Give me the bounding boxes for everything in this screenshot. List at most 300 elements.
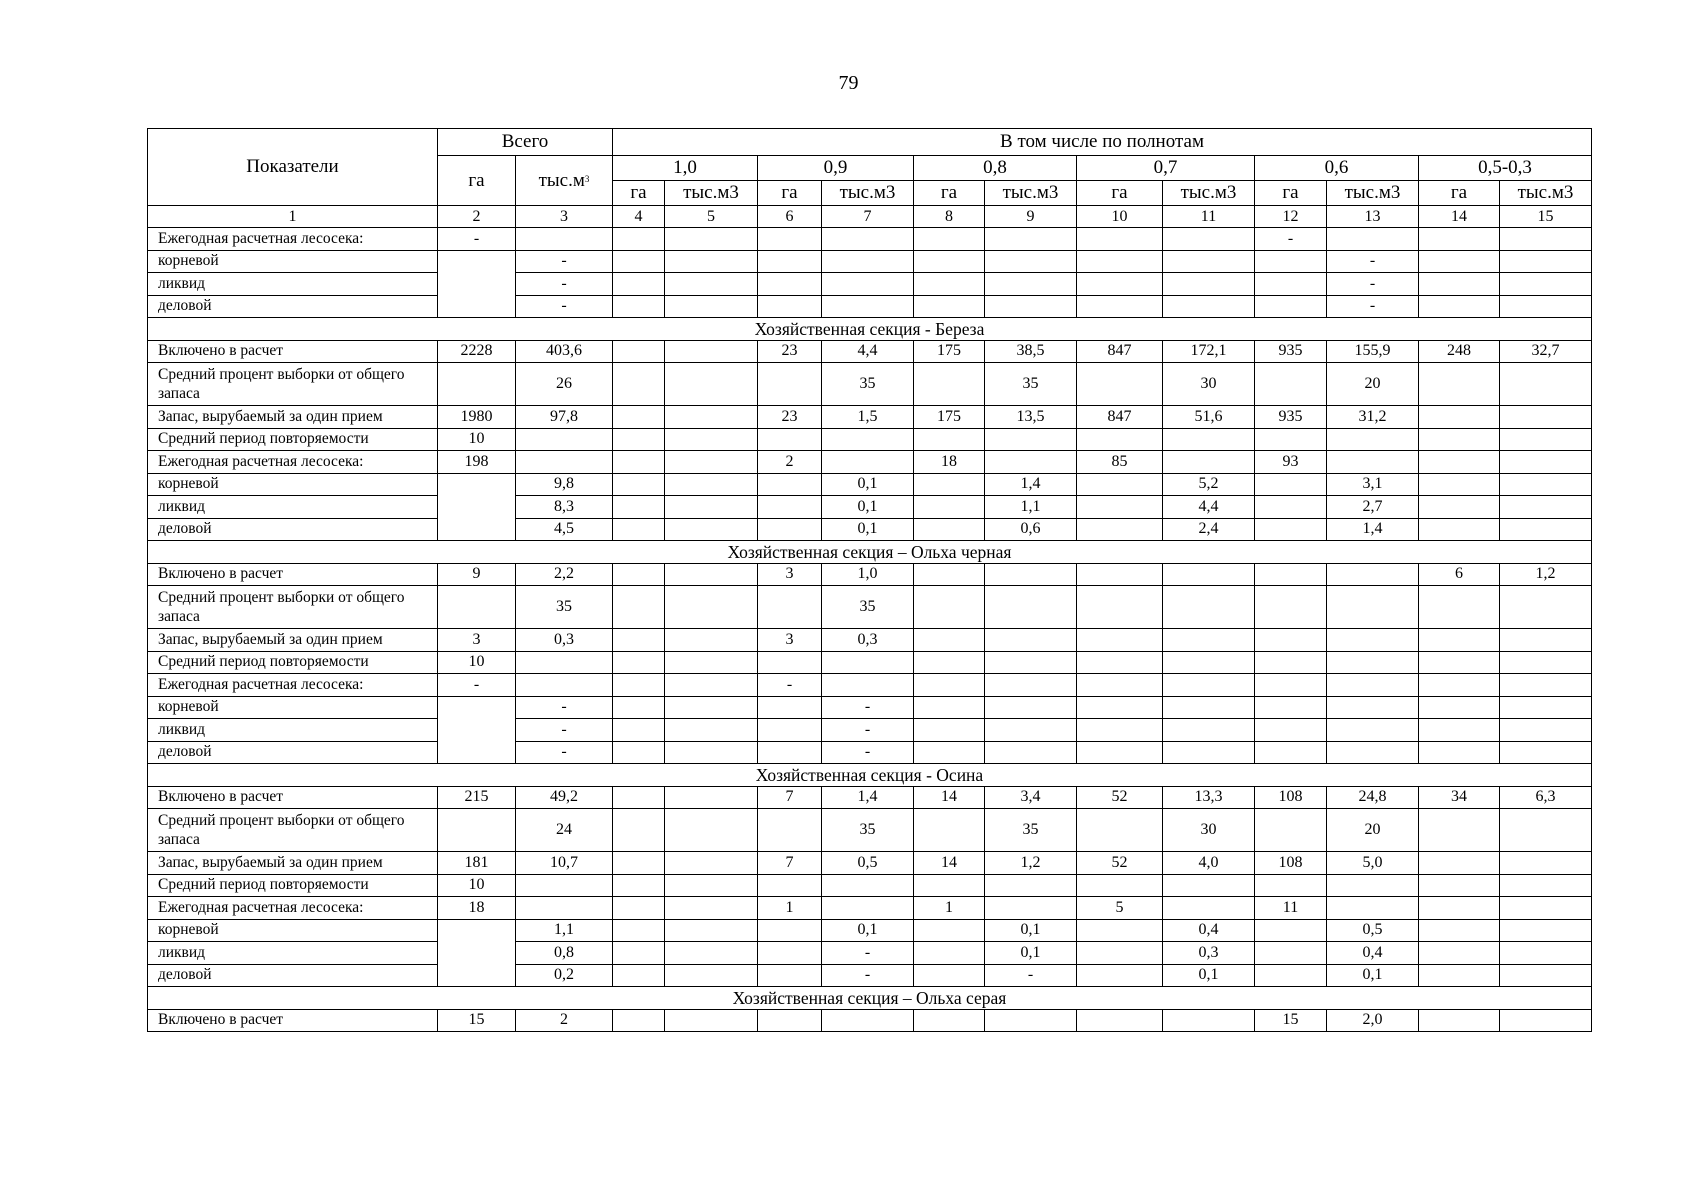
table-cell <box>1500 741 1592 764</box>
table-cell <box>822 874 914 897</box>
table-cell: 5,2 <box>1163 473 1255 496</box>
table-cell: 30 <box>1163 363 1255 406</box>
table-cell <box>1327 428 1419 451</box>
table-cell: 1,5 <box>822 406 914 429</box>
table-cell: 935 <box>1255 340 1327 363</box>
table-cell <box>822 451 914 474</box>
table-cell <box>914 473 985 496</box>
table-cell: 0,1 <box>1163 964 1255 987</box>
row-label: Средний процент выборки от общего запаса <box>148 809 438 852</box>
table-cell <box>1500 250 1592 273</box>
table-cell <box>1500 897 1592 920</box>
table-cell <box>665 674 758 697</box>
table-cell: 31,2 <box>1327 406 1419 429</box>
table-cell <box>613 964 665 987</box>
table-cell <box>985 874 1077 897</box>
table-cell <box>985 651 1077 674</box>
table-cell <box>1077 874 1163 897</box>
row-label: корневой <box>148 473 438 496</box>
table-cell <box>1163 696 1255 719</box>
table-cell: - <box>822 741 914 764</box>
table-cell <box>1163 651 1255 674</box>
table-cell <box>1500 874 1592 897</box>
header-thous-m3: тыс.м3 <box>1500 181 1592 206</box>
table-cell <box>758 741 822 764</box>
table-cell: 4,4 <box>822 340 914 363</box>
table-cell <box>822 897 914 920</box>
row-label: деловой <box>148 295 438 318</box>
table-cell: 1,2 <box>1500 563 1592 586</box>
table-cell <box>1419 451 1500 474</box>
table-cell: 85 <box>1077 451 1163 474</box>
table-cell: 52 <box>1077 786 1163 809</box>
table-cell <box>1163 228 1255 251</box>
table-cell: 0,1 <box>985 919 1077 942</box>
header-ha: га <box>613 181 665 206</box>
header-ha: га <box>914 181 985 206</box>
table-row <box>148 250 1592 273</box>
row-label: Ежегодная расчетная лесосека: <box>148 228 438 251</box>
table-cell <box>1255 719 1327 742</box>
table-cell <box>1077 295 1163 318</box>
table-cell <box>613 809 665 852</box>
table-cell <box>985 586 1077 629</box>
header-by-density: В том числе по полнотам <box>613 129 1592 156</box>
table-cell: 9 <box>438 563 516 586</box>
table-cell <box>1500 228 1592 251</box>
table-cell: 403,6 <box>516 340 613 363</box>
table-cell <box>665 473 758 496</box>
table-cell <box>665 363 758 406</box>
table-cell <box>1077 809 1163 852</box>
table-cell <box>1255 518 1327 541</box>
table-cell: 215 <box>438 786 516 809</box>
table-cell: - <box>516 273 613 296</box>
table-cell: - <box>516 741 613 764</box>
table-cell <box>1163 674 1255 697</box>
table-cell <box>613 696 665 719</box>
table-cell <box>613 852 665 875</box>
table-cell: 0,1 <box>985 942 1077 965</box>
table-cell <box>1163 629 1255 652</box>
column-number: 6 <box>758 206 822 228</box>
table-cell <box>1419 363 1500 406</box>
table-row <box>148 340 1592 363</box>
table-cell: 1 <box>914 897 985 920</box>
table-cell <box>914 874 985 897</box>
table-cell <box>1255 629 1327 652</box>
table-cell <box>613 651 665 674</box>
row-label: Средний процент выборки от общего запаса <box>148 586 438 629</box>
table-cell: 6,3 <box>1500 786 1592 809</box>
table-cell: 181 <box>438 852 516 875</box>
table-cell <box>822 273 914 296</box>
table-cell <box>665 250 758 273</box>
table-cell <box>665 273 758 296</box>
table-row <box>148 809 1592 852</box>
table-cell <box>1255 964 1327 987</box>
table-cell <box>1163 250 1255 273</box>
table-cell <box>758 651 822 674</box>
table-cell: - <box>1327 295 1419 318</box>
table-cell <box>914 1009 985 1032</box>
table-cell <box>613 451 665 474</box>
table-cell <box>1255 696 1327 719</box>
row-label: деловой <box>148 741 438 764</box>
page-number: 79 <box>838 72 859 94</box>
table-cell <box>665 496 758 519</box>
table-cell <box>1077 428 1163 451</box>
table-cell <box>1500 451 1592 474</box>
table-cell <box>1077 942 1163 965</box>
row-label: Включено в расчет <box>148 1009 438 1032</box>
table-cell <box>1255 651 1327 674</box>
table-cell: 6 <box>1419 563 1500 586</box>
table-cell: 0,5 <box>822 852 914 875</box>
table-cell: 7 <box>758 852 822 875</box>
table-cell <box>914 942 985 965</box>
table-cell: - <box>1327 273 1419 296</box>
table-cell <box>665 696 758 719</box>
table-cell <box>1419 629 1500 652</box>
column-number: 10 <box>1077 206 1163 228</box>
table-cell <box>985 1009 1077 1032</box>
table-cell: 0,1 <box>822 473 914 496</box>
table-cell <box>1255 674 1327 697</box>
table-cell <box>758 919 822 942</box>
row-label: Средний период повторяемости <box>148 651 438 674</box>
table-cell <box>1500 406 1592 429</box>
table-cell: 108 <box>1255 852 1327 875</box>
table-cell: 0,5 <box>1327 919 1419 942</box>
table-cell <box>1077 586 1163 629</box>
table-cell <box>758 1009 822 1032</box>
table-cell: 1,2 <box>985 852 1077 875</box>
table-cell <box>758 942 822 965</box>
table-cell <box>1255 363 1327 406</box>
merged-ha-cell <box>438 919 516 987</box>
section-row <box>148 764 1592 787</box>
table-cell <box>665 719 758 742</box>
table-cell <box>985 696 1077 719</box>
table-cell <box>516 228 613 251</box>
header-ha: га <box>1419 181 1500 206</box>
table-row <box>148 786 1592 809</box>
table-cell: 23 <box>758 340 822 363</box>
table-cell: 10,7 <box>516 852 613 875</box>
table-cell: 175 <box>914 340 985 363</box>
table-cell <box>1500 1009 1592 1032</box>
table-cell <box>613 919 665 942</box>
row-label: деловой <box>148 518 438 541</box>
table-row <box>148 228 1592 251</box>
table-cell <box>758 496 822 519</box>
table-cell <box>1163 295 1255 318</box>
table-cell <box>1077 696 1163 719</box>
header-thous-m3: тыс.м3 <box>985 181 1077 206</box>
table-row <box>148 919 1592 942</box>
table-cell <box>613 518 665 541</box>
row-label: Ежегодная расчетная лесосека: <box>148 451 438 474</box>
table-cell <box>1500 295 1592 318</box>
table-cell <box>1500 651 1592 674</box>
table-cell <box>1077 518 1163 541</box>
table-cell <box>1255 496 1327 519</box>
table-cell: 35 <box>822 586 914 629</box>
table-cell <box>1255 919 1327 942</box>
row-label: Средний период повторяемости <box>148 428 438 451</box>
table-cell: 24 <box>516 809 613 852</box>
table-cell: 93 <box>1255 451 1327 474</box>
table-cell <box>758 363 822 406</box>
table-cell <box>758 719 822 742</box>
table-cell: 35 <box>985 809 1077 852</box>
table-cell <box>914 228 985 251</box>
table-cell <box>665 809 758 852</box>
row-label: ликвид <box>148 942 438 965</box>
table-cell <box>438 809 516 852</box>
table-cell <box>613 942 665 965</box>
table-cell <box>613 563 665 586</box>
table-cell <box>1327 586 1419 629</box>
table-cell <box>613 1009 665 1032</box>
table-cell <box>1163 1009 1255 1032</box>
table-cell: 35 <box>822 363 914 406</box>
table-cell: 24,8 <box>1327 786 1419 809</box>
table-cell <box>1500 363 1592 406</box>
table-cell <box>516 651 613 674</box>
table-cell <box>613 428 665 451</box>
table-cell <box>1255 428 1327 451</box>
table-cell: 32,7 <box>1500 340 1592 363</box>
table-cell: 20 <box>1327 809 1419 852</box>
table-cell <box>613 674 665 697</box>
table-cell <box>1163 428 1255 451</box>
table-cell <box>1500 586 1592 629</box>
table-cell: 198 <box>438 451 516 474</box>
table-cell: - <box>516 295 613 318</box>
table-cell <box>613 273 665 296</box>
table-cell <box>1077 273 1163 296</box>
table-cell: 52 <box>1077 852 1163 875</box>
table-cell: 9,8 <box>516 473 613 496</box>
table-cell: - <box>822 696 914 719</box>
table-cell <box>516 674 613 697</box>
table-cell <box>914 273 985 296</box>
table-cell <box>665 629 758 652</box>
table-cell <box>985 295 1077 318</box>
column-number: 4 <box>613 206 665 228</box>
table-cell <box>1255 586 1327 629</box>
table-cell <box>822 651 914 674</box>
table-cell <box>613 629 665 652</box>
column-number: 13 <box>1327 206 1419 228</box>
table-cell: 1 <box>758 897 822 920</box>
table-cell <box>985 897 1077 920</box>
column-number: 1 <box>148 206 438 228</box>
table-cell: 3 <box>758 629 822 652</box>
table-cell <box>1255 250 1327 273</box>
table-cell: 26 <box>516 363 613 406</box>
table-row <box>148 964 1592 987</box>
table-cell <box>1419 228 1500 251</box>
table-cell: 0,1 <box>822 496 914 519</box>
table-cell <box>758 428 822 451</box>
table-cell: 2,0 <box>1327 1009 1419 1032</box>
table-cell: 847 <box>1077 340 1163 363</box>
column-number: 12 <box>1255 206 1327 228</box>
row-label: Запас, вырубаемый за один прием <box>148 629 438 652</box>
table-cell <box>1327 674 1419 697</box>
table-cell <box>613 874 665 897</box>
table-cell: 3 <box>758 563 822 586</box>
table-cell: 2,7 <box>1327 496 1419 519</box>
table-cell: 2 <box>758 451 822 474</box>
table-cell <box>1163 719 1255 742</box>
table-cell <box>613 496 665 519</box>
column-number: 7 <box>822 206 914 228</box>
table-cell <box>665 942 758 965</box>
table-cell <box>1500 696 1592 719</box>
table-cell <box>1500 496 1592 519</box>
table-cell: 0,1 <box>822 518 914 541</box>
table-cell <box>1419 1009 1500 1032</box>
table-cell: - <box>985 964 1077 987</box>
header-ha: га <box>1255 181 1327 206</box>
table-cell <box>613 340 665 363</box>
table-cell: 1,0 <box>822 563 914 586</box>
table-cell <box>438 586 516 629</box>
table-cell <box>665 295 758 318</box>
table-cell <box>1327 897 1419 920</box>
table-cell <box>1419 809 1500 852</box>
table-cell: 0,8 <box>516 942 613 965</box>
table-cell: 172,1 <box>1163 340 1255 363</box>
header-density: 1,0 <box>613 156 758 181</box>
row-label: корневой <box>148 919 438 942</box>
table-cell <box>1419 741 1500 764</box>
header-indicators: Показатели <box>148 129 438 206</box>
table-cell: 4,5 <box>516 518 613 541</box>
table-cell: 0,1 <box>822 919 914 942</box>
table-cell <box>665 228 758 251</box>
table-cell <box>914 674 985 697</box>
row-label: ликвид <box>148 719 438 742</box>
header-ha: га <box>758 181 822 206</box>
table-cell <box>758 874 822 897</box>
table-cell: 10 <box>438 428 516 451</box>
table-cell: 8,3 <box>516 496 613 519</box>
table-cell <box>758 273 822 296</box>
section-row <box>148 318 1592 341</box>
table-cell <box>1077 250 1163 273</box>
table-cell <box>613 473 665 496</box>
table-cell <box>1327 629 1419 652</box>
table-cell <box>822 1009 914 1032</box>
table-cell <box>438 363 516 406</box>
table-cell <box>1077 1009 1163 1032</box>
row-label: ликвид <box>148 496 438 519</box>
table-cell <box>985 563 1077 586</box>
table-cell: - <box>1327 250 1419 273</box>
table-cell <box>1419 719 1500 742</box>
row-label: корневой <box>148 250 438 273</box>
table-cell <box>1077 496 1163 519</box>
table-cell <box>1419 852 1500 875</box>
table-cell <box>758 295 822 318</box>
table-row <box>148 363 1592 406</box>
table-cell <box>822 228 914 251</box>
table-row <box>148 897 1592 920</box>
table-cell <box>1255 273 1327 296</box>
table-cell: 14 <box>914 852 985 875</box>
table-cell <box>665 518 758 541</box>
table-cell <box>1163 874 1255 897</box>
table-cell <box>665 897 758 920</box>
table-cell: 7 <box>758 786 822 809</box>
table-cell: 1,4 <box>985 473 1077 496</box>
table-row <box>148 696 1592 719</box>
table-cell <box>665 741 758 764</box>
table-cell <box>613 295 665 318</box>
table-cell: - <box>516 719 613 742</box>
table-cell: 35 <box>822 809 914 852</box>
header-thous-m3: тыс.м3 <box>1163 181 1255 206</box>
table-row <box>148 852 1592 875</box>
section-row <box>148 541 1592 564</box>
table-cell <box>985 428 1077 451</box>
table-row <box>148 518 1592 541</box>
table-cell <box>758 250 822 273</box>
table-cell: 4,4 <box>1163 496 1255 519</box>
table-cell <box>1419 897 1500 920</box>
table-cell <box>1419 428 1500 451</box>
table-cell <box>985 629 1077 652</box>
table-cell <box>914 919 985 942</box>
table-cell: 15 <box>1255 1009 1327 1032</box>
column-number: 9 <box>985 206 1077 228</box>
table-cell <box>1077 919 1163 942</box>
table-cell <box>1327 696 1419 719</box>
table-cell <box>914 741 985 764</box>
table-cell <box>1255 563 1327 586</box>
merged-ha-cell <box>438 473 516 541</box>
table-cell <box>1255 473 1327 496</box>
table-cell: - <box>438 674 516 697</box>
table-row <box>148 741 1592 764</box>
row-label: Запас, вырубаемый за один прием <box>148 852 438 875</box>
header-thous-m3: тыс.м3 <box>1327 181 1419 206</box>
column-number: 5 <box>665 206 758 228</box>
table-cell: 4,0 <box>1163 852 1255 875</box>
table-cell <box>665 340 758 363</box>
table-row <box>148 451 1592 474</box>
table-cell <box>1500 809 1592 852</box>
table-cell <box>665 874 758 897</box>
row-label: Ежегодная расчетная лесосека: <box>148 897 438 920</box>
table-cell <box>914 295 985 318</box>
table-cell <box>613 250 665 273</box>
table-cell: 2 <box>516 1009 613 1032</box>
table-cell <box>1255 874 1327 897</box>
table-cell <box>516 897 613 920</box>
table-cell <box>516 451 613 474</box>
table-cell <box>665 964 758 987</box>
table-cell <box>1327 651 1419 674</box>
header-density: 0,6 <box>1255 156 1419 181</box>
table-cell <box>1500 942 1592 965</box>
table-cell <box>1327 719 1419 742</box>
